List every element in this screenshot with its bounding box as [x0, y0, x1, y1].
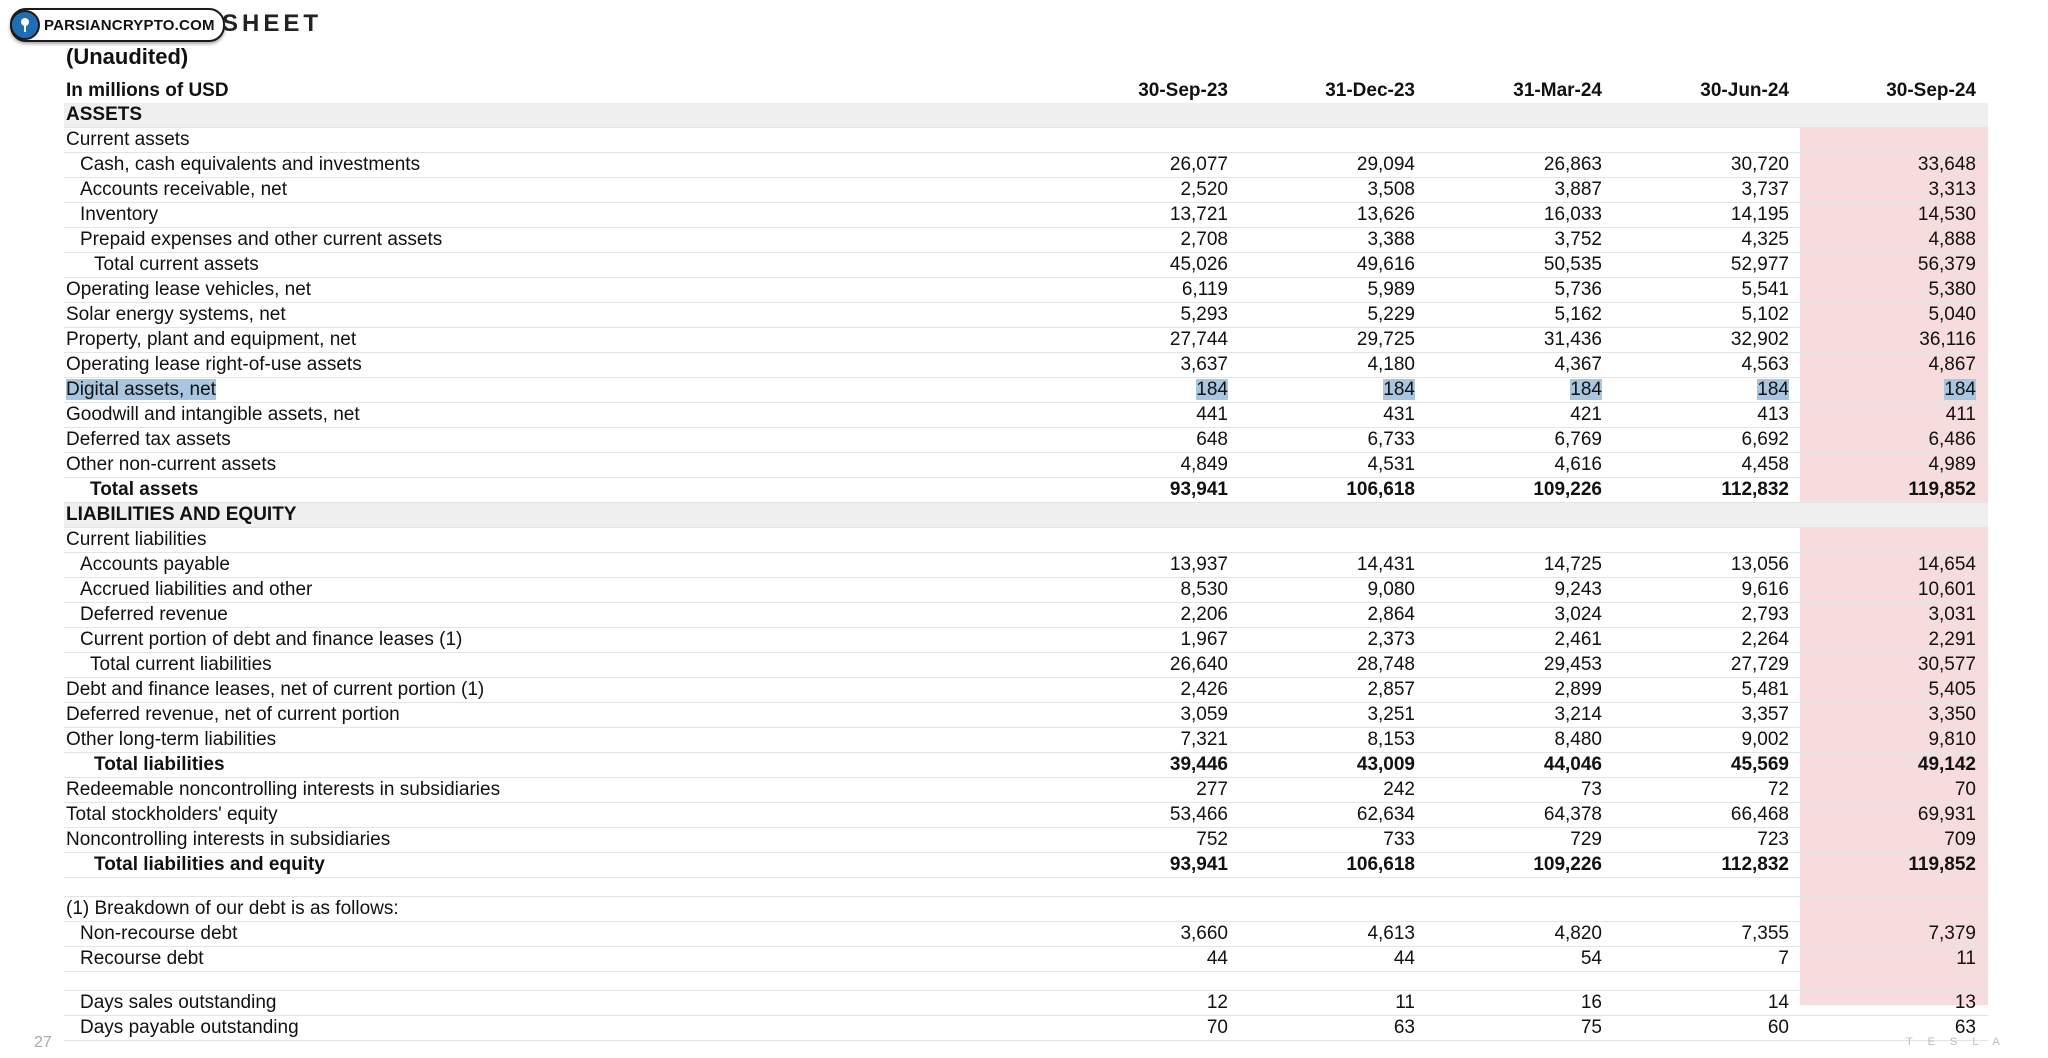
table-row[interactable]: [64, 478, 1988, 503]
row-label: Accrued liabilities and other: [80, 579, 313, 600]
cell-value: 63: [1954, 1017, 1976, 1038]
cell-value: 3,251: [1367, 704, 1415, 725]
cell-value: 5,541: [1741, 279, 1789, 300]
cell-value: 16,033: [1543, 204, 1602, 225]
period-header: 30-Jun-24: [1700, 80, 1789, 101]
cell-value: 8,480: [1554, 729, 1602, 750]
row-label: Current assets: [66, 129, 190, 150]
cell-value: 5,736: [1554, 279, 1602, 300]
table-row[interactable]: [64, 228, 1988, 253]
cell-value: 30,577: [1917, 654, 1976, 675]
cell-value: 63: [1393, 1017, 1415, 1038]
cell-value: 5,162: [1554, 304, 1602, 325]
table-row[interactable]: [64, 353, 1988, 378]
cell-value: 729: [1570, 829, 1602, 850]
row-label: Total stockholders' equity: [66, 804, 278, 825]
cell-value: 3,313: [1928, 179, 1976, 200]
cell-value: 11: [1395, 992, 1415, 1013]
cell-value: 2,291: [1928, 629, 1976, 650]
cell-value: 1,967: [1180, 629, 1228, 650]
cell-value: 3,660: [1180, 923, 1228, 944]
cell-value: 184: [1383, 379, 1415, 400]
cell-value: 29,453: [1543, 654, 1602, 675]
cell-value: 648: [1196, 429, 1228, 450]
cell-value: 7,321: [1180, 729, 1228, 750]
cell-value: 30,720: [1730, 154, 1789, 175]
cell-value: 3,350: [1928, 704, 1976, 725]
cell-value: 14,431: [1356, 554, 1415, 575]
table-row[interactable]: [64, 678, 1988, 703]
cell-value: 4,458: [1741, 454, 1789, 475]
cell-value: 4,563: [1741, 354, 1789, 375]
cell-value: 39,446: [1169, 754, 1228, 775]
cell-value: 4,888: [1928, 229, 1976, 250]
cell-value: 112,832: [1721, 479, 1789, 500]
cell-value: 70: [1954, 779, 1976, 800]
table-row[interactable]: [64, 428, 1988, 453]
balance-sheet-table: [64, 79, 1988, 1041]
cell-value: 14,530: [1917, 204, 1976, 225]
cell-value: 3,737: [1741, 179, 1789, 200]
cell-value: 411: [1945, 404, 1976, 425]
cell-value: 50,535: [1543, 254, 1602, 275]
cell-value: 31,436: [1543, 329, 1602, 350]
cell-value: 8,530: [1180, 579, 1228, 600]
cell-value: 4,616: [1554, 454, 1602, 475]
section-row[interactable]: [64, 103, 1988, 128]
cell-value: 49,142: [1917, 754, 1976, 775]
cell-value: 9,080: [1367, 579, 1415, 600]
table-row[interactable]: [64, 153, 1988, 178]
cell-value: 184: [1570, 379, 1602, 400]
row-label: Deferred tax assets: [66, 429, 231, 450]
watermark-text: PARSIANCRYPTO.COM: [44, 16, 215, 34]
cell-value: 9,810: [1928, 729, 1976, 750]
cell-value: 3,637: [1180, 354, 1228, 375]
cell-value: 29,094: [1356, 154, 1415, 175]
table-row[interactable]: [64, 853, 1988, 878]
cell-value: 32,902: [1730, 329, 1789, 350]
cell-value: 106,618: [1346, 854, 1415, 875]
table-row[interactable]: [64, 178, 1988, 203]
row-label: Accounts receivable, net: [80, 179, 288, 200]
cell-value: 13,721: [1169, 204, 1228, 225]
row-label: Cash, cash equivalents and investments: [80, 154, 421, 175]
cell-value: 3,024: [1554, 604, 1602, 625]
row-label: Total assets: [90, 479, 199, 500]
cell-value: 7: [1778, 948, 1789, 969]
cell-value: 26,640: [1169, 654, 1228, 675]
cell-value: 3,031: [1928, 604, 1976, 625]
table-row[interactable]: [64, 1016, 1988, 1041]
section-row[interactable]: [64, 503, 1988, 528]
cell-value: 93,941: [1169, 479, 1228, 500]
row-label: Deferred revenue: [80, 604, 228, 625]
cell-value: 112,832: [1721, 854, 1789, 875]
table-row[interactable]: [64, 753, 1988, 778]
cell-value: 56,379: [1917, 254, 1976, 275]
page-title: SHEET: [222, 10, 323, 37]
cell-value: 6,692: [1741, 429, 1789, 450]
row-label: Non-recourse debt: [80, 923, 238, 944]
table-row[interactable]: [64, 553, 1988, 578]
cell-value: 106,618: [1346, 479, 1415, 500]
table-row[interactable]: [64, 528, 1988, 553]
row-label: Accounts payable: [80, 554, 230, 575]
unit-label: In millions of USD: [66, 80, 229, 101]
cell-value: 2,264: [1741, 629, 1789, 650]
cell-value: 2,520: [1180, 179, 1228, 200]
cell-value: 4,325: [1741, 229, 1789, 250]
cell-value: 2,426: [1180, 679, 1228, 700]
cell-value: 413: [1757, 404, 1789, 425]
cell-value: 29,725: [1356, 329, 1415, 350]
cell-value: 44,046: [1543, 754, 1602, 775]
row-label: Current portion of debt and finance leases (1): [80, 629, 463, 650]
cell-value: 4,180: [1367, 354, 1415, 375]
cell-value: 8,153: [1367, 729, 1415, 750]
row-label: Days payable outstanding: [80, 1017, 299, 1038]
row-label: Solar energy systems, net: [66, 304, 286, 325]
cell-value: 16: [1580, 992, 1602, 1013]
row-label: Goodwill and intangible assets, net: [66, 404, 360, 425]
cell-value: 26,863: [1543, 154, 1602, 175]
cell-value: 9,002: [1741, 729, 1789, 750]
cell-value: 26,077: [1169, 154, 1228, 175]
cell-value: 75: [1580, 1017, 1602, 1038]
row-label: Other non-current assets: [66, 454, 277, 475]
cell-value: 3,059: [1180, 704, 1228, 725]
cell-value: 11: [1956, 948, 1976, 969]
table-row[interactable]: [64, 897, 1988, 922]
row-label: Total liabilities and equity: [94, 854, 325, 875]
cell-value: 5,989: [1367, 279, 1415, 300]
row-label: Digital assets, net: [66, 379, 216, 400]
cell-value: 5,380: [1928, 279, 1976, 300]
table-row[interactable]: [64, 947, 1988, 972]
cell-value: 2,461: [1554, 629, 1602, 650]
cell-value: 184: [1196, 379, 1228, 400]
cell-value: 441: [1196, 404, 1228, 425]
row-label: Inventory: [80, 204, 159, 225]
cell-value: 4,849: [1180, 454, 1228, 475]
cell-value: 5,040: [1928, 304, 1976, 325]
cell-value: 2,793: [1741, 604, 1789, 625]
cell-value: 109,226: [1533, 854, 1602, 875]
cell-value: 13: [1954, 992, 1976, 1013]
watermark-badge: [10, 8, 225, 42]
cell-value: 2,857: [1367, 679, 1415, 700]
cell-value: 5,481: [1741, 679, 1789, 700]
cell-value: 9,243: [1554, 579, 1602, 600]
cell-value: 6,119: [1181, 279, 1228, 300]
cell-value: 36,116: [1919, 329, 1976, 350]
cell-value: 7,379: [1928, 923, 1976, 944]
cell-value: 53,466: [1169, 804, 1228, 825]
cell-value: 9,616: [1741, 579, 1789, 600]
cell-value: 44: [1393, 948, 1415, 969]
cell-value: 93,941: [1169, 854, 1228, 875]
tree-logo-icon: [10, 10, 40, 40]
page-number: 27: [34, 1034, 52, 1051]
cell-value: 14,725: [1543, 554, 1602, 575]
table-header-row: [64, 79, 1988, 103]
table-row[interactable]: [64, 578, 1988, 603]
cell-value: 4,820: [1554, 923, 1602, 944]
cell-value: 2,373: [1367, 629, 1415, 650]
table-row[interactable]: [64, 278, 1988, 303]
table-row[interactable]: [64, 328, 1988, 353]
cell-value: 73: [1580, 779, 1602, 800]
cell-value: 709: [1944, 829, 1976, 850]
cell-value: 6,486: [1928, 429, 1976, 450]
cell-value: 4,867: [1928, 354, 1976, 375]
cell-value: 12: [1206, 992, 1228, 1013]
table-row[interactable]: [64, 253, 1988, 278]
cell-value: 69,931: [1917, 804, 1976, 825]
table-body: [64, 103, 1988, 1041]
cell-value: 27,729: [1730, 654, 1789, 675]
cell-value: 277: [1196, 779, 1228, 800]
cell-value: 27,744: [1169, 329, 1228, 350]
cell-value: 4,367: [1554, 354, 1602, 375]
cell-value: 2,864: [1367, 604, 1415, 625]
cell-value: 13,626: [1356, 204, 1415, 225]
row-label: Total liabilities: [94, 754, 225, 775]
cell-value: 3,388: [1367, 229, 1415, 250]
table-row[interactable]: [64, 778, 1988, 803]
table-row[interactable]: [64, 128, 1988, 153]
row-label: Property, plant and equipment, net: [66, 329, 357, 350]
table-row[interactable]: [64, 803, 1988, 828]
cell-value: 723: [1757, 829, 1789, 850]
cell-value: 13,937: [1169, 554, 1228, 575]
row-label: Recourse debt: [80, 948, 204, 969]
cell-value: 6,769: [1554, 429, 1602, 450]
cell-value: 2,899: [1554, 679, 1602, 700]
table-row[interactable]: [64, 653, 1988, 678]
cell-value: 2,708: [1180, 229, 1228, 250]
cell-value: 10,601: [1917, 579, 1976, 600]
cell-value: 3,887: [1554, 179, 1602, 200]
row-label: Current liabilities: [66, 529, 207, 550]
row-label: ASSETS: [66, 104, 143, 125]
cell-value: 3,752: [1554, 229, 1602, 250]
cell-value: 5,102: [1741, 304, 1789, 325]
cell-value: 733: [1383, 829, 1415, 850]
cell-value: 64,378: [1543, 804, 1602, 825]
cell-value: 184: [1944, 379, 1976, 400]
cell-value: 60: [1767, 1017, 1789, 1038]
table-row[interactable]: [64, 922, 1988, 947]
cell-value: 13,056: [1730, 554, 1789, 575]
table-row[interactable]: [64, 303, 1988, 328]
table-row[interactable]: [64, 991, 1988, 1016]
cell-value: 109,226: [1533, 479, 1602, 500]
cell-value: 44: [1206, 948, 1228, 969]
table-row[interactable]: [64, 828, 1988, 853]
cell-value: 66,468: [1730, 804, 1789, 825]
period-header: 30-Sep-23: [1138, 80, 1228, 101]
cell-value: 14,654: [1917, 554, 1976, 575]
cell-value: 28,748: [1356, 654, 1415, 675]
table-row[interactable]: [64, 603, 1988, 628]
cell-value: 3,214: [1554, 704, 1602, 725]
cell-value: 431: [1383, 404, 1415, 425]
brand-logo: T E S L A: [1906, 1036, 2006, 1048]
row-label: Days sales outstanding: [80, 992, 277, 1013]
cell-value: 52,977: [1730, 254, 1789, 275]
cell-value: 119,852: [1908, 854, 1976, 875]
cell-value: 5,405: [1928, 679, 1976, 700]
row-label: Total current assets: [94, 254, 259, 275]
row-label: Operating lease vehicles, net: [66, 279, 312, 300]
row-label: Other long-term liabilities: [66, 729, 277, 750]
cell-value: 54: [1580, 948, 1602, 969]
cell-value: 72: [1767, 779, 1789, 800]
table-row[interactable]: [64, 378, 1988, 403]
row-label: Noncontrolling interests in subsidiaries: [66, 829, 391, 850]
cell-value: 14,195: [1730, 204, 1789, 225]
row-label: (1) Breakdown of our debt is as follows:: [66, 898, 399, 919]
table-row[interactable]: [64, 203, 1988, 228]
row-label: Deferred revenue, net of current portion: [66, 704, 400, 725]
cell-value: 7,355: [1741, 923, 1789, 944]
cell-value: 5,229: [1367, 304, 1415, 325]
cell-value: 49,616: [1356, 254, 1415, 275]
cell-value: 45,569: [1730, 754, 1789, 775]
table-row[interactable]: [64, 403, 1988, 428]
row-label: Redeemable noncontrolling interests in subsidiaries: [66, 779, 501, 800]
cell-value: 3,357: [1741, 704, 1789, 725]
row-label: Operating lease right-of-use assets: [66, 354, 362, 375]
cell-value: 62,634: [1356, 804, 1415, 825]
cell-value: 4,613: [1367, 923, 1415, 944]
cell-value: 14: [1767, 992, 1789, 1013]
cell-value: 752: [1196, 829, 1228, 850]
cell-value: 5,293: [1180, 304, 1228, 325]
row-label: LIABILITIES AND EQUITY: [66, 504, 297, 525]
period-header: 30-Sep-24: [1886, 80, 1976, 101]
cell-value: 3,508: [1367, 179, 1415, 200]
cell-value: 2,206: [1180, 604, 1228, 625]
period-header: 31-Dec-23: [1325, 80, 1415, 101]
cell-value: 43,009: [1356, 754, 1415, 775]
cell-value: 421: [1570, 404, 1602, 425]
cell-value: 4,531: [1367, 454, 1415, 475]
cell-value: 119,852: [1908, 479, 1976, 500]
row-label: Total current liabilities: [90, 654, 272, 675]
table-row[interactable]: [64, 453, 1988, 478]
spacer-row[interactable]: [64, 972, 1988, 991]
table-row[interactable]: [64, 728, 1988, 753]
cell-value: 45,026: [1169, 254, 1228, 275]
row-label: Debt and finance leases, net of current portion (1): [66, 679, 485, 700]
cell-value: 33,648: [1917, 154, 1976, 175]
page-subtitle: (Unaudited): [66, 44, 189, 69]
table-row[interactable]: [64, 703, 1988, 728]
row-label: Prepaid expenses and other current assets: [80, 229, 443, 250]
cell-value: 184: [1757, 379, 1789, 400]
table-row[interactable]: [64, 628, 1988, 653]
cell-value: 4,989: [1928, 454, 1976, 475]
cell-value: 70: [1206, 1017, 1228, 1038]
period-header: 31-Mar-24: [1513, 80, 1602, 101]
spacer-row[interactable]: [64, 878, 1988, 897]
cell-value: 242: [1383, 779, 1415, 800]
cell-value: 6,733: [1367, 429, 1415, 450]
